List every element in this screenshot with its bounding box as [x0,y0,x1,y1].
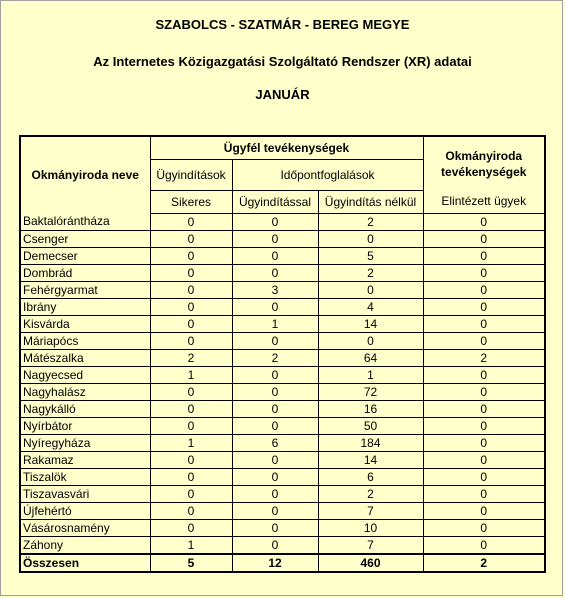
without-initiation-cell: 10 [318,520,423,537]
without-initiation-cell: 6 [318,469,423,486]
table-row [20,452,545,469]
without-initiation-cell: 0 [318,231,423,248]
without-initiation-cell: 1 [318,367,423,384]
table-row [20,214,545,231]
table-row [20,299,545,316]
office-name-cell: Fehérgyarmat [20,282,150,299]
completed-cell: 0 [423,214,545,231]
office-name-cell: Újfehértó [20,503,150,520]
office-name-cell: Baktalórántháza [20,214,150,231]
table-row [20,367,545,384]
month-title: JANUÁR [255,87,310,102]
office-name-cell: Kisvárda [20,316,150,333]
office-name-cell: Demecser [20,248,150,265]
with-initiation-cell: 0 [232,469,318,486]
without-initiation-cell: 7 [318,503,423,520]
completed-cell: 0 [423,384,545,401]
report-subtitle: Az Internetes Közigazgatási Szolgáltató Rendszer (XR) adatai [93,54,472,69]
office-name-cell: Záhony [20,537,150,555]
completed-cell: 0 [423,282,545,299]
successful-cell: 0 [150,282,232,299]
completed-cell: 0 [423,231,545,248]
office-name-cell: Nagykálló [20,401,150,418]
successful-cell: 0 [150,384,232,401]
table-row [20,418,545,435]
successful-cell: 0 [150,299,232,316]
with-initiation-cell: 2 [232,350,318,367]
office-name-cell: Máriapócs [20,333,150,350]
successful-cell: 1 [150,367,232,384]
with-initiation-cell: 0 [232,384,318,401]
table-row [20,350,545,367]
header-successful: Sikeres [150,191,232,214]
with-initiation-cell: 0 [232,503,318,520]
without-initiation-cell: 2 [318,486,423,503]
without-initiation-cell: 4 [318,299,423,316]
with-initiation-cell: 0 [232,537,318,555]
table-body [20,214,545,555]
office-name-cell: Ibrány [20,299,150,316]
header-appointments: Időpontfoglalások [280,167,375,182]
completed-cell: 0 [423,520,545,537]
successful-cell: 0 [150,520,232,537]
table-row [20,333,545,350]
office-name-cell: Vásárosnamény [20,520,150,537]
header-client-activities: Ügyfél tevékenységek [150,136,423,160]
without-initiation-cell: 7 [318,537,423,555]
table-row [20,265,545,282]
successful-cell: 0 [150,401,232,418]
successful-cell: 0 [150,452,232,469]
successful-cell: 0 [150,333,232,350]
header-with-initiation: Ügyindítással [232,191,318,214]
without-initiation-cell: 184 [318,435,423,452]
successful-cell: 0 [150,503,232,520]
table-row [20,316,545,333]
table-row [20,384,545,401]
header-without-initiation: Ügyindítás nélkül [318,191,423,214]
with-initiation-cell: 0 [232,486,318,503]
table-row [20,503,545,520]
with-initiation-cell: 0 [232,231,318,248]
statistics-table [19,135,546,573]
total-completed: 2 [423,554,545,572]
without-initiation-cell: 50 [318,418,423,435]
table-row [20,231,545,248]
successful-cell: 0 [150,469,232,486]
total-successful: 5 [150,554,232,572]
table-row [20,469,545,486]
successful-cell: 0 [150,214,232,231]
with-initiation-cell: 0 [232,299,318,316]
without-initiation-cell: 2 [318,265,423,282]
office-name-cell: Tiszalök [20,469,150,486]
total-with-initiation: 12 [232,554,318,572]
table-row [20,248,545,265]
with-initiation-cell: 3 [232,282,318,299]
completed-cell: 0 [423,248,545,265]
completed-cell: 0 [423,452,545,469]
successful-cell: 0 [150,316,232,333]
office-name-cell: Nyíregyháza [20,435,150,452]
with-initiation-cell: 0 [232,452,318,469]
table-row [20,486,545,503]
table-row [20,520,545,537]
without-initiation-cell: 0 [318,282,423,299]
with-initiation-cell: 0 [232,333,318,350]
without-initiation-cell: 14 [318,452,423,469]
with-initiation-cell: 6 [232,435,318,452]
header-completed-cases: Elintézett ügyek [423,191,545,214]
header-office-activities: Okmányiroda tevékenységek [423,136,545,191]
without-initiation-cell: 64 [318,350,423,367]
without-initiation-cell: 16 [318,401,423,418]
office-name-cell: Nagyecsed [20,367,150,384]
office-name-cell: Nyírbátor [20,418,150,435]
office-name-cell: Nagyhalász [20,384,150,401]
with-initiation-cell: 1 [232,316,318,333]
completed-cell: 0 [423,401,545,418]
without-initiation-cell: 14 [318,316,423,333]
with-initiation-cell: 0 [232,418,318,435]
completed-cell: 0 [423,435,545,452]
successful-cell: 1 [150,537,232,555]
completed-cell: 0 [423,333,545,350]
completed-cell: 0 [423,537,545,555]
with-initiation-cell: 0 [232,367,318,384]
successful-cell: 2 [150,350,232,367]
completed-cell: 0 [423,469,545,486]
completed-cell: 0 [423,316,545,333]
completed-cell: 0 [423,486,545,503]
successful-cell: 0 [150,418,232,435]
county-title: SZABOLCS - SZATMÁR - BEREG MEGYE [155,17,410,32]
without-initiation-cell: 5 [318,248,423,265]
with-initiation-cell: 0 [232,214,318,231]
header-office-name: Okmányiroda neve [20,136,150,214]
header-case-initiations: Ügyindítások [150,160,232,191]
total-without-initiation: 460 [318,554,423,572]
total-label: Összesen [20,554,150,572]
with-initiation-cell: 0 [232,265,318,282]
table-row [20,282,545,299]
without-initiation-cell: 72 [318,384,423,401]
completed-cell: 2 [423,350,545,367]
completed-cell: 0 [423,299,545,316]
without-initiation-cell: 0 [318,333,423,350]
successful-cell: 0 [150,265,232,282]
with-initiation-cell: 0 [232,248,318,265]
office-name-cell: Rakamaz [20,452,150,469]
office-name-cell: Dombrád [20,265,150,282]
completed-cell: 0 [423,367,545,384]
successful-cell: 0 [150,231,232,248]
successful-cell: 1 [150,435,232,452]
successful-cell: 0 [150,248,232,265]
without-initiation-cell: 2 [318,214,423,231]
office-name-cell: Mátészalka [20,350,150,367]
completed-cell: 0 [423,503,545,520]
table-row [20,435,545,452]
office-name-cell: Tiszavasvári [20,486,150,503]
with-initiation-cell: 0 [232,401,318,418]
successful-cell: 0 [150,486,232,503]
with-initiation-cell: 0 [232,520,318,537]
office-name-cell: Csenger [20,231,150,248]
completed-cell: 0 [423,265,545,282]
table-row [20,401,545,418]
table-row [20,537,545,555]
completed-cell: 0 [423,418,545,435]
